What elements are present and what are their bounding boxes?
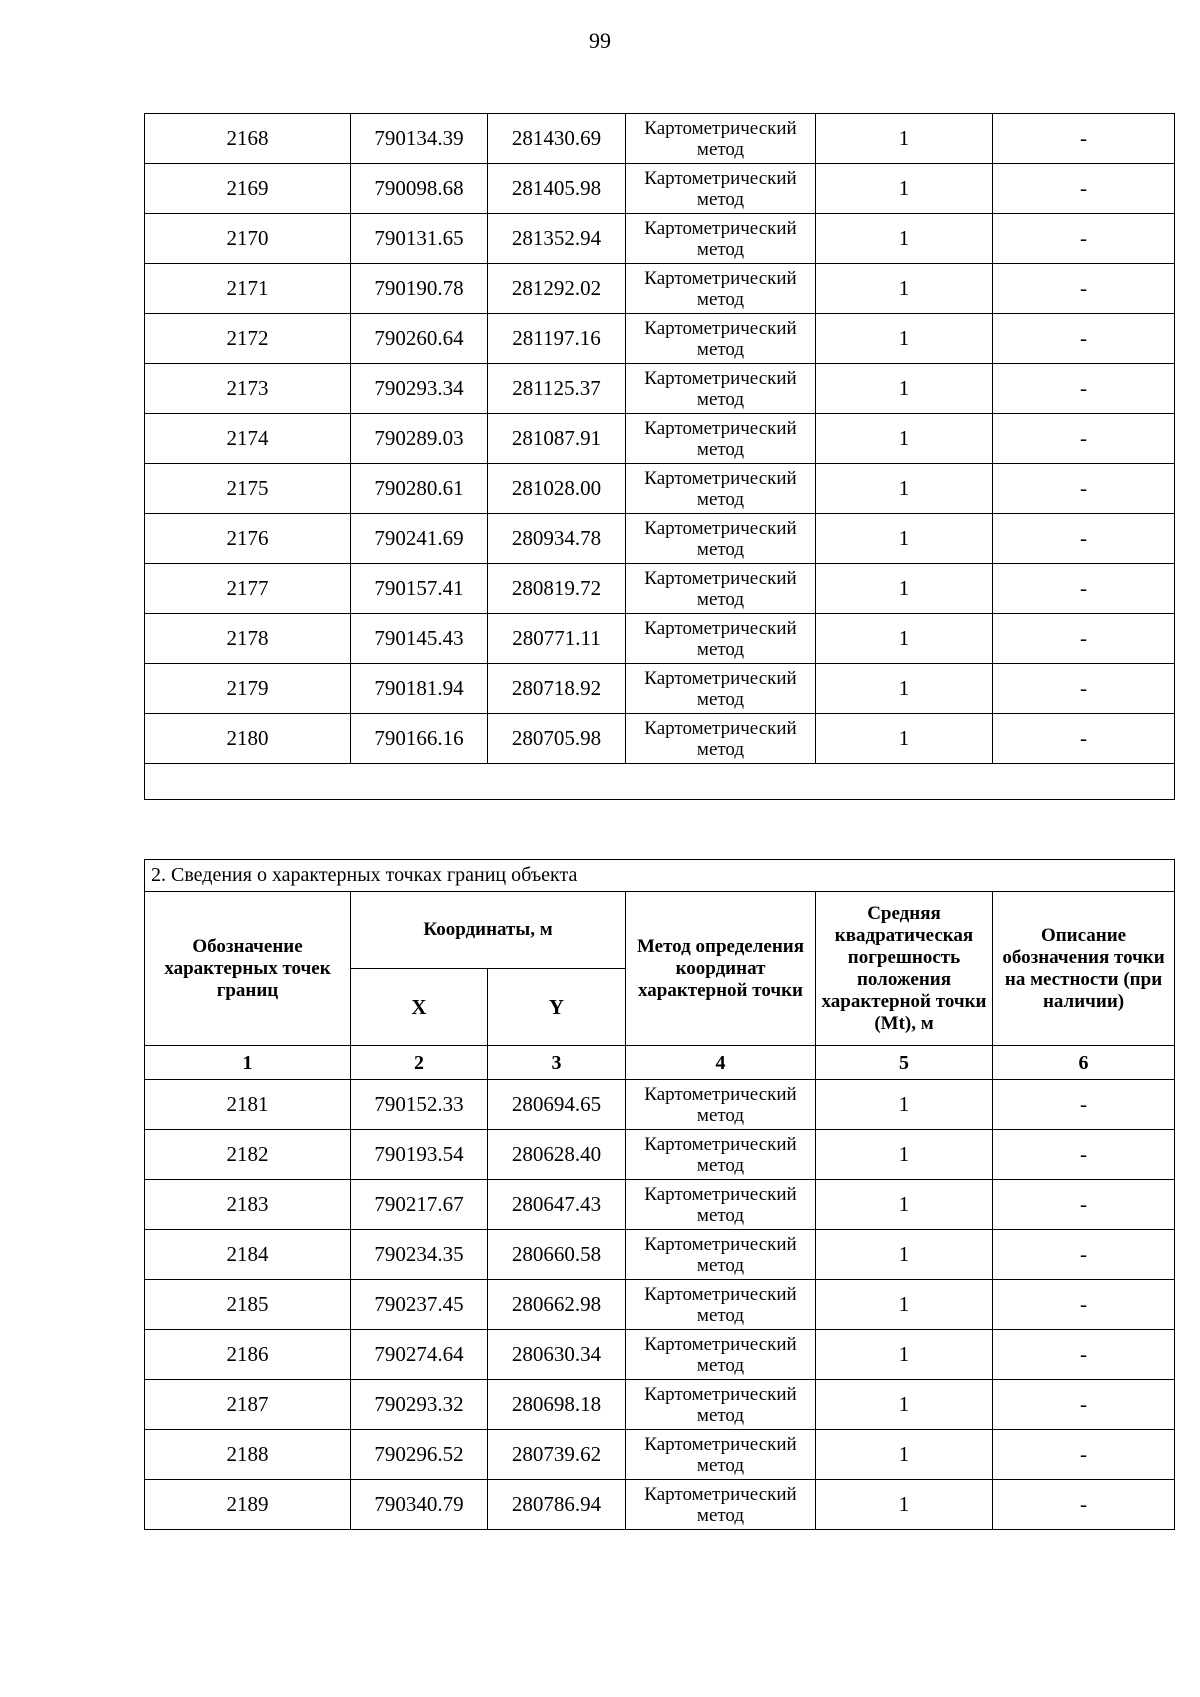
method-cell: Картометрический метод (626, 164, 816, 214)
y-coordinate-cell: 280771.11 (488, 614, 626, 664)
header-coordinates: Координаты, м (351, 892, 626, 969)
mean-error-cell: 1 (816, 1380, 993, 1430)
x-coordinate-cell: 790217.67 (351, 1180, 488, 1230)
mean-error-cell: 1 (816, 214, 993, 264)
header-method: Метод определения координат характерной точки (626, 892, 816, 1046)
method-cell: Картометрический метод (626, 114, 816, 164)
mean-error-cell: 1 (816, 1130, 993, 1180)
table-row (145, 664, 1175, 714)
x-coordinate-cell: 790293.32 (351, 1380, 488, 1430)
description-cell: - (993, 714, 1175, 764)
y-coordinate-cell: 280662.98 (488, 1280, 626, 1330)
empty-row (145, 764, 1175, 800)
x-coordinate-cell: 790234.35 (351, 1230, 488, 1280)
point-cell: 2171 (145, 264, 351, 314)
mean-error-cell: 1 (816, 1230, 993, 1280)
y-coordinate-cell: 280705.98 (488, 714, 626, 764)
table-row (145, 1080, 1175, 1130)
x-coordinate-cell: 790296.52 (351, 1430, 488, 1480)
point-cell: 2169 (145, 164, 351, 214)
point-cell: 2170 (145, 214, 351, 264)
mean-error-cell: 1 (816, 514, 993, 564)
method-cell: Картометрический метод (626, 514, 816, 564)
mean-error-cell: 1 (816, 1280, 993, 1330)
method-cell: Картометрический метод (626, 414, 816, 464)
column-number: 5 (816, 1046, 993, 1080)
table-row (145, 414, 1175, 464)
method-cell: Картометрический метод (626, 364, 816, 414)
y-coordinate-cell: 280628.40 (488, 1130, 626, 1180)
y-coordinate-cell: 281405.98 (488, 164, 626, 214)
y-coordinate-cell: 280739.62 (488, 1430, 626, 1480)
description-cell: - (993, 364, 1175, 414)
mean-error-cell: 1 (816, 1430, 993, 1480)
description-cell: - (993, 1280, 1175, 1330)
mean-error-cell: 1 (816, 664, 993, 714)
y-coordinate-cell: 280698.18 (488, 1380, 626, 1430)
point-cell: 2185 (145, 1280, 351, 1330)
mean-error-cell: 1 (816, 464, 993, 514)
mean-error-cell: 1 (816, 264, 993, 314)
x-coordinate-cell: 790289.03 (351, 414, 488, 464)
mean-error-cell: 1 (816, 1080, 993, 1130)
description-cell: - (993, 514, 1175, 564)
method-cell: Картометрический метод (626, 1130, 816, 1180)
x-coordinate-cell: 790098.68 (351, 164, 488, 214)
point-cell: 2179 (145, 664, 351, 714)
method-cell: Картометрический метод (626, 614, 816, 664)
description-cell: - (993, 414, 1175, 464)
table-row (145, 264, 1175, 314)
column-number: 6 (993, 1046, 1175, 1080)
x-coordinate-cell: 790241.69 (351, 514, 488, 564)
x-coordinate-cell: 790190.78 (351, 264, 488, 314)
column-number: 4 (626, 1046, 816, 1080)
mean-error-cell: 1 (816, 414, 993, 464)
header-x: X (351, 969, 488, 1046)
point-cell: 2177 (145, 564, 351, 614)
x-coordinate-cell: 790260.64 (351, 314, 488, 364)
method-cell: Картометрический метод (626, 314, 816, 364)
header-point-designation: Обозначение характерных точек границ (145, 892, 351, 1046)
y-coordinate-cell: 280786.94 (488, 1480, 626, 1530)
mean-error-cell: 1 (816, 614, 993, 664)
description-cell: - (993, 564, 1175, 614)
table-row (145, 1330, 1175, 1380)
description-cell: - (993, 1080, 1175, 1130)
point-cell: 2176 (145, 514, 351, 564)
column-number: 3 (488, 1046, 626, 1080)
x-coordinate-cell: 790293.34 (351, 364, 488, 414)
description-cell: - (993, 464, 1175, 514)
method-cell: Картометрический метод (626, 1480, 816, 1530)
y-coordinate-cell: 280647.43 (488, 1180, 626, 1230)
method-cell: Картометрический метод (626, 664, 816, 714)
description-cell: - (993, 664, 1175, 714)
column-number: 1 (145, 1046, 351, 1080)
method-cell: Картометрический метод (626, 1330, 816, 1380)
description-cell: - (993, 264, 1175, 314)
table-row (145, 1280, 1175, 1330)
x-coordinate-cell: 790134.39 (351, 114, 488, 164)
table-row (145, 114, 1175, 164)
description-cell: - (993, 1180, 1175, 1230)
mean-error-cell: 1 (816, 314, 993, 364)
x-coordinate-cell: 790193.54 (351, 1130, 488, 1180)
mean-error-cell: 1 (816, 164, 993, 214)
description-cell: - (993, 1330, 1175, 1380)
y-coordinate-cell: 280630.34 (488, 1330, 626, 1380)
x-coordinate-cell: 790152.33 (351, 1080, 488, 1130)
table-row (145, 1230, 1175, 1280)
description-cell: - (993, 1130, 1175, 1180)
table-row (145, 164, 1175, 214)
page-number: 99 (589, 28, 611, 53)
x-coordinate-cell: 790166.16 (351, 714, 488, 764)
table-row (145, 514, 1175, 564)
mean-error-cell: 1 (816, 1480, 993, 1530)
point-cell: 2173 (145, 364, 351, 414)
bottom-table-body (145, 1080, 1175, 1530)
method-cell: Картометрический метод (626, 564, 816, 614)
point-cell: 2174 (145, 414, 351, 464)
method-cell: Картометрический метод (626, 1280, 816, 1330)
y-coordinate-cell: 281430.69 (488, 114, 626, 164)
point-cell: 2168 (145, 114, 351, 164)
x-coordinate-cell: 790237.45 (351, 1280, 488, 1330)
point-cell: 2182 (145, 1130, 351, 1180)
table-row (145, 314, 1175, 364)
table-row (145, 564, 1175, 614)
method-cell: Картометрический метод (626, 1080, 816, 1130)
description-cell: - (993, 1230, 1175, 1280)
y-coordinate-cell: 281087.91 (488, 414, 626, 464)
table-row (145, 364, 1175, 414)
y-coordinate-cell: 281125.37 (488, 364, 626, 414)
table-row (145, 214, 1175, 264)
y-coordinate-cell: 281197.16 (488, 314, 626, 364)
method-cell: Картометрический метод (626, 214, 816, 264)
point-cell: 2181 (145, 1080, 351, 1130)
method-cell: Картометрический метод (626, 1380, 816, 1430)
table-row (145, 1130, 1175, 1180)
method-cell: Картометрический метод (626, 1180, 816, 1230)
point-cell: 2175 (145, 464, 351, 514)
point-cell: 2189 (145, 1480, 351, 1530)
mean-error-cell: 1 (816, 114, 993, 164)
description-cell: - (993, 1480, 1175, 1530)
point-cell: 2180 (145, 714, 351, 764)
point-cell: 2183 (145, 1180, 351, 1230)
mean-error-cell: 1 (816, 364, 993, 414)
method-cell: Картометрический метод (626, 464, 816, 514)
mean-error-cell: 1 (816, 564, 993, 614)
header-y: Y (488, 969, 626, 1046)
y-coordinate-cell: 280819.72 (488, 564, 626, 614)
header-description: Описание обозначения точки на местности (при наличии) (993, 892, 1175, 1046)
description-cell: - (993, 1430, 1175, 1480)
x-coordinate-cell: 790274.64 (351, 1330, 488, 1380)
method-cell: Картометрический метод (626, 1430, 816, 1480)
description-cell: - (993, 1380, 1175, 1430)
table-row (145, 1480, 1175, 1530)
description-cell: - (993, 164, 1175, 214)
mean-error-cell: 1 (816, 714, 993, 764)
table-row (145, 1180, 1175, 1230)
point-cell: 2187 (145, 1380, 351, 1430)
point-cell: 2178 (145, 614, 351, 664)
table-title: 2. Сведения о характерных точках границ объекта (145, 860, 1175, 892)
empty-cell (145, 764, 1175, 800)
description-cell: - (993, 314, 1175, 364)
x-coordinate-cell: 790145.43 (351, 614, 488, 664)
table-row (145, 1430, 1175, 1480)
description-cell: - (993, 114, 1175, 164)
table-row (145, 614, 1175, 664)
y-coordinate-cell: 281352.94 (488, 214, 626, 264)
column-number: 2 (351, 1046, 488, 1080)
y-coordinate-cell: 280694.65 (488, 1080, 626, 1130)
x-coordinate-cell: 790340.79 (351, 1480, 488, 1530)
y-coordinate-cell: 281028.00 (488, 464, 626, 514)
characteristic-points-table (144, 859, 1175, 1530)
method-cell: Картометрический метод (626, 264, 816, 314)
point-cell: 2186 (145, 1330, 351, 1380)
y-coordinate-cell: 280660.58 (488, 1230, 626, 1280)
top-table-body (145, 114, 1175, 800)
x-coordinate-cell: 790157.41 (351, 564, 488, 614)
point-cell: 2188 (145, 1430, 351, 1480)
method-cell: Картометрический метод (626, 1230, 816, 1280)
y-coordinate-cell: 280718.92 (488, 664, 626, 714)
description-cell: - (993, 614, 1175, 664)
y-coordinate-cell: 280934.78 (488, 514, 626, 564)
mean-error-cell: 1 (816, 1330, 993, 1380)
mean-error-cell: 1 (816, 1180, 993, 1230)
point-cell: 2184 (145, 1230, 351, 1280)
y-coordinate-cell: 281292.02 (488, 264, 626, 314)
point-cell: 2172 (145, 314, 351, 364)
table-row (145, 1380, 1175, 1430)
x-coordinate-cell: 790181.94 (351, 664, 488, 714)
coordinates-table-continued (144, 113, 1175, 800)
description-cell: - (993, 214, 1175, 264)
header-mean-error: Средняя квадратическая погрешность положения характерной точки (Mt), м (816, 892, 993, 1046)
method-cell: Картометрический метод (626, 714, 816, 764)
table-row (145, 464, 1175, 514)
x-coordinate-cell: 790280.61 (351, 464, 488, 514)
table-row (145, 714, 1175, 764)
x-coordinate-cell: 790131.65 (351, 214, 488, 264)
